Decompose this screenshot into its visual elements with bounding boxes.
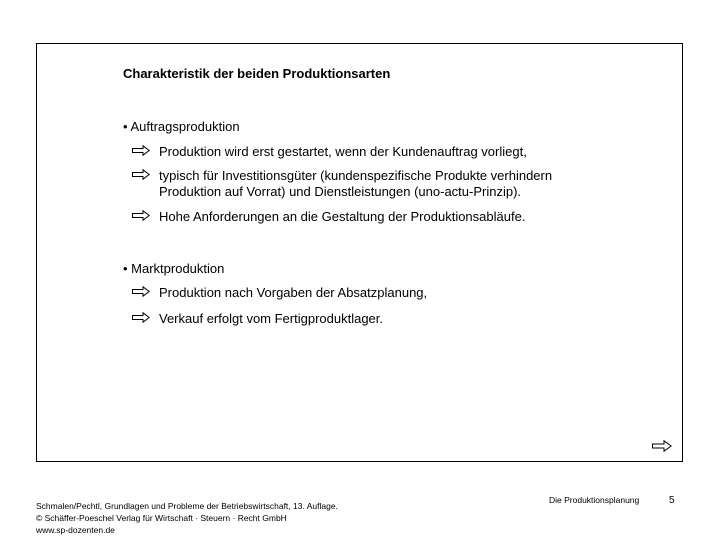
right-arrow-icon [132, 312, 150, 323]
right-arrow-icon [132, 169, 150, 180]
citation-line-1: Schmalen/Pechtl, Grundlagen und Probleme der Betriebswirtschaft, 13. Auflage. [36, 501, 338, 511]
footer-citation [36, 500, 338, 536]
right-arrow-icon [132, 286, 150, 297]
citation-line-3: www.sp-dozenten.de [36, 525, 115, 535]
point-text-continued: Produktion auf Vorrat) und Dienstleistungen (uno-actu-Prinzip). [159, 184, 522, 199]
next-arrow-icon[interactable] [652, 440, 672, 452]
point-text: Hohe Anforderungen an die Gestaltung der Produktionsabläufe. [159, 209, 526, 224]
section-heading-auftragsproduktion: • Auftragsproduktion [123, 119, 240, 134]
right-arrow-icon [132, 145, 150, 156]
point-text: typisch für Investitionsgüter (kundenspezifische Produkte verhindern [159, 168, 553, 183]
chapter-label: Die Produktionsplanung [549, 495, 640, 505]
point-text: Produktion wird erst gestartet, wenn der Kundenauftrag vorliegt, [159, 144, 527, 159]
page-number: 5 [669, 495, 675, 506]
slide-frame [36, 43, 683, 462]
section-heading-marktproduktion: • Marktproduktion [123, 261, 225, 276]
slide-title: Charakteristik der beiden Produktionsarten [123, 66, 391, 81]
right-arrow-icon [132, 210, 150, 221]
point-text: Verkauf erfolgt vom Fertigproduktlager. [159, 311, 384, 326]
point-text: Produktion nach Vorgaben der Absatzplanung, [159, 285, 428, 300]
citation-line-2: © Schäffer-Poeschel Verlag für Wirtschaft · Steuern · Recht GmbH [36, 513, 287, 523]
